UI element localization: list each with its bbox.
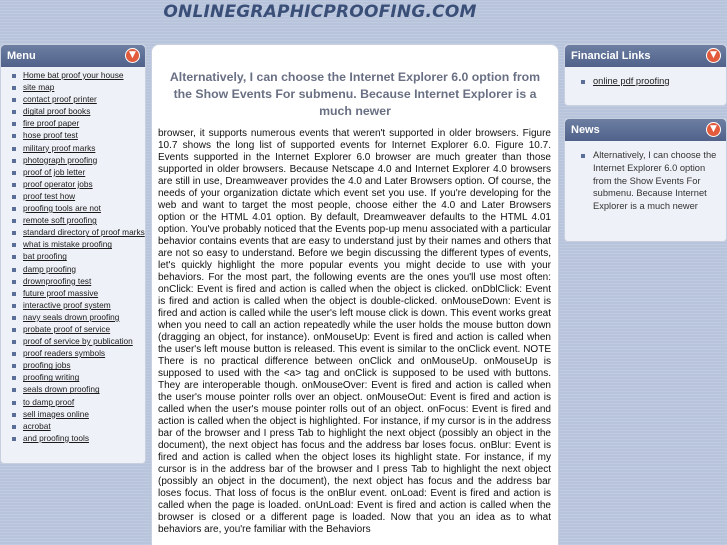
menu-item[interactable] — [11, 204, 145, 214]
article-body: browser, it supports numerous events that weren't supported in older browsers. Figure 10.7 shows the long list of supported events for Internet Explorer 6.0. Figure 10.7. Events supported in the Internet Explorer 6.0 browser are much greater than those supported in older browsers. Because Netscape 4.0 and Internet Explorer 4.0 browsers are still in use, Dreamweaver provides the 4.0 and Later Browsers option. Of course, the needs of your organization dictate which event set you use. If you're developing for the web and want to target the most people, choose either the 4.0 and Later Browsers option or the HTML 4.01 option. By default, Dreamweaver defaults to the HTML 4.01 option. You've probably noticed that the Events pop-up menu associated with a particular behavior contains events that are easy to understand just by their names and others that are not so easy to understand. Before we begin discussing the different types of events, let's quickly highlight the more popular events you might decide to use with your behaviors. For the most part, the following events are the ones you'll use most often: onClick: Event is fired and action is called when the object is clicked. onDblClick: Event is fired and action is called when the object is double-clicked. onMouseDown: Event is fired and action is called while the user's left mouse click is down. This event works great when you need to call an action repeatedly while the user holds the mouse button down (dragging an object, for instance). onMouseUp: Event is fired and action is called when the user's left mouse button is released. This event is similar to the onClick event. NOTE There is no practical difference between onClick and onMouseUp. onMouseUp is supposed to used with the <a> tag and onClick is supposed to be used with buttons. They are interoperable though. onMouseOver: Event is fired and action is called when the user's mouse pointer rolls over an object. onMouseOut: Event is fired and action is called when the user's mouse pointer rolls out of an object. onFocus: Event is fired and action is called when the object is highlighted. For instance, if my cursor is in the address bar of the browser and I press Tab to highlight the next object (possibly an object in the document), the next object has focus and the address bar loses focus. onBlur: Event is fired and action is called when the object loses its highlight state. For instance, if my cursor is in the address bar of the browser and I press Tab to highlight the next object (possibly an object in the document), the next object has focus and the address bar loses focus. That loss of focus is the onBlur event. onLoad: Event is fired and action is called when the page is loaded. onUnLoad: Event is fired and action is called when the browser is closed or a different page is loaded. Now that you an idea as to what behaviors are, you're familiar with the Behaviors — [158, 128, 551, 535]
news-heading: News — [571, 124, 600, 136]
menu-item[interactable] — [11, 434, 145, 444]
news-list — [565, 141, 726, 213]
menu-item[interactable] — [11, 313, 145, 323]
menu-link[interactable]: drownproofing test — [23, 275, 92, 286]
menu-item[interactable] — [11, 325, 145, 335]
menu-link[interactable]: fire proof paper — [23, 118, 80, 129]
menu-header — [1, 45, 145, 67]
menu-item[interactable] — [11, 240, 145, 250]
menu-link[interactable]: proofing writing — [23, 372, 80, 383]
menu-item[interactable] — [11, 216, 145, 226]
menu-link[interactable]: proofing jobs — [23, 360, 71, 371]
menu-item[interactable] — [11, 107, 145, 117]
menu-item[interactable] — [11, 289, 145, 299]
menu-item[interactable] — [11, 83, 145, 93]
menu-item[interactable] — [11, 71, 145, 81]
menu-link[interactable]: standard directory of proof marks — [23, 227, 145, 238]
menu-item[interactable] — [11, 228, 145, 238]
menu-link[interactable]: seals drown proofing — [23, 384, 100, 395]
menu-item[interactable] — [11, 398, 145, 408]
menu-item[interactable] — [11, 144, 145, 154]
news-panel — [564, 118, 727, 242]
menu-link[interactable]: navy seals drown proofing — [23, 311, 120, 322]
article-title: Alternatively, I can choose the Internet Explorer 6.0 option from the Show Events For submenu. Because Internet Explorer is a much newer — [169, 70, 541, 118]
menu-item[interactable] — [11, 361, 145, 371]
menu-link[interactable]: and proofing tools — [23, 432, 89, 443]
menu-link[interactable]: proof of service by publication — [23, 336, 133, 347]
chevron-down-icon[interactable]: ▼ — [125, 48, 140, 63]
menu-item[interactable] — [11, 95, 145, 105]
menu-link[interactable]: what is mistake proofing — [23, 239, 113, 250]
menu-item[interactable] — [11, 265, 145, 275]
menu-link[interactable]: military proof marks — [23, 142, 96, 153]
menu-item[interactable] — [11, 410, 145, 420]
menu-item[interactable] — [11, 373, 145, 383]
menu-link[interactable]: hose proof test — [23, 130, 78, 141]
site-title: ONLINEGRAPHICPROOFING.COM — [163, 2, 477, 22]
chevron-down-icon[interactable]: ▼ — [706, 122, 721, 137]
menu-item[interactable] — [11, 168, 145, 178]
menu-link[interactable]: digital proof books — [23, 106, 91, 117]
menu-link[interactable]: site map — [23, 82, 55, 93]
menu-link[interactable]: damp proofing — [23, 263, 77, 274]
financial-links-list — [565, 67, 726, 88]
menu-item[interactable] — [11, 252, 145, 262]
menu-item[interactable] — [11, 192, 145, 202]
menu-link[interactable]: sell images online — [23, 408, 89, 419]
financial-link[interactable]: online pdf proofing — [593, 76, 670, 86]
menu-item[interactable] — [11, 422, 145, 432]
menu-item[interactable] — [11, 119, 145, 129]
menu-item[interactable] — [11, 301, 145, 311]
news-header — [565, 119, 726, 141]
menu-link[interactable]: proof readers symbols — [23, 348, 106, 359]
menu-link[interactable]: proof test how — [23, 190, 76, 201]
menu-item[interactable] — [11, 180, 145, 190]
menu-item[interactable] — [11, 131, 145, 141]
list-item[interactable] — [577, 75, 720, 88]
financial-links-header — [565, 45, 726, 67]
menu-link[interactable]: Home bat proof your house — [23, 70, 124, 80]
menu-link[interactable]: photograph proofing — [23, 154, 98, 165]
financial-links-heading: Financial Links — [571, 50, 651, 62]
menu-link[interactable]: proof operator jobs — [23, 178, 93, 189]
menu-link[interactable]: probate proof of service — [23, 323, 111, 334]
menu-item[interactable] — [11, 337, 145, 347]
menu-item[interactable] — [11, 277, 145, 287]
financial-links-panel — [564, 44, 727, 106]
menu-heading: Menu — [7, 50, 36, 62]
menu-link[interactable]: interactive proof system — [23, 299, 111, 310]
menu-link[interactable]: contact proof printer — [23, 94, 97, 105]
menu-item[interactable] — [11, 349, 145, 359]
menu-link[interactable]: bat proofing — [23, 251, 67, 262]
chevron-down-icon[interactable]: ▼ — [706, 48, 721, 63]
menu-link[interactable]: remote soft proofing — [23, 215, 97, 226]
menu-item[interactable] — [11, 385, 145, 395]
menu-link[interactable]: acrobat — [23, 420, 51, 431]
news-item: Alternatively, I can choose the Internet Explorer 6.0 option from the Show Events For submenu. Because Internet Explorer is a much newer — [577, 149, 720, 213]
menu-panel — [0, 44, 146, 464]
menu-item[interactable] — [11, 156, 145, 166]
main-content — [151, 44, 559, 545]
menu-list — [1, 67, 145, 443]
menu-link[interactable]: proofing tools are not — [23, 203, 101, 214]
menu-link[interactable]: proof of job letter — [23, 166, 86, 177]
menu-link[interactable]: future proof massive — [23, 287, 99, 298]
menu-link[interactable]: to damp proof — [23, 396, 75, 407]
